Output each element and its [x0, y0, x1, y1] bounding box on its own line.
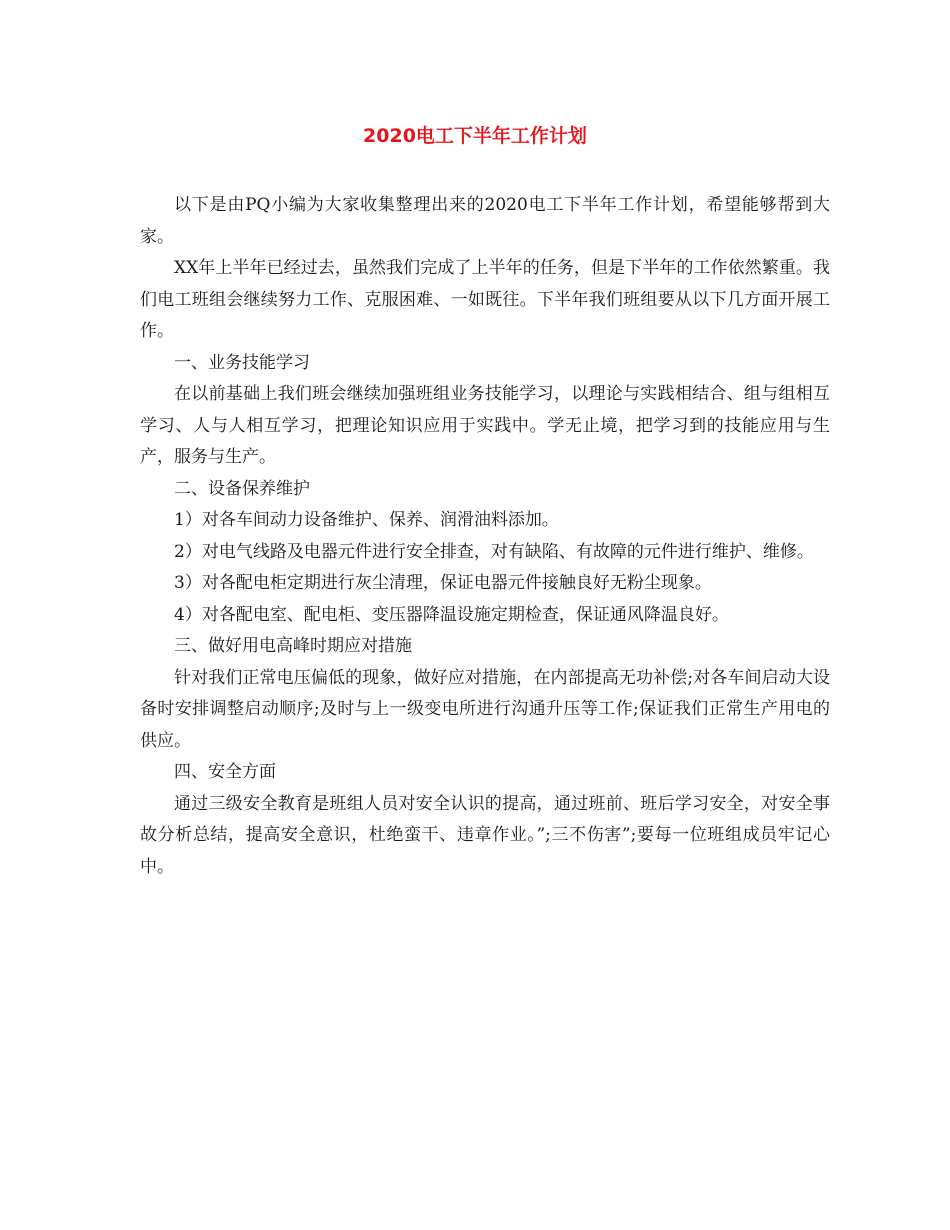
- intro-paragraph: 以下是由PQ小编为大家收集整理出来的2020电工下半年工作计划，希望能够帮到大家。: [140, 195, 830, 247]
- overview-paragraph: XX年上半年已经过去，虽然我们完成了上半年的任务，但是下半年的工作依然繁重。我们电工班组会继续努力工作、克服困难、一如既往。下半年我们班组要从以下几方面开展工作。: [140, 258, 830, 341]
- maintenance-item-3: 3）对各配电柜定期进行灰尘清理，保证电器元件接触良好无粉尘现象。: [174, 573, 712, 593]
- peak-paragraph: 针对我们正常电压偏低的现象，做好应对措施，在内部提高无功补偿;对各车间启动大设备时安排调整启动顺序;及时与上一级变电所进行沟通升压等工作;保证我们正常生产用电的供应。: [140, 667, 830, 751]
- document-body: [140, 190, 830, 883]
- maintenance-item-4: 4）对各配电室、配电柜、变压器降温设施定期检查，保证通风降温良好。: [174, 604, 729, 625]
- maintenance-item-2: 2）对电气线路及电器元件进行安全排查，对有缺陷、有故障的元件进行维护、维修。: [174, 541, 814, 562]
- maintenance-item-1: 1）对各车间动力设备维护、保养、润滑油料添加。: [174, 510, 559, 530]
- section-heading-safety: 四、安全方面: [174, 762, 276, 782]
- document-title: 2020电工下半年工作计划: [363, 125, 587, 147]
- section-heading-peak: 三、做好用电高峰时期应对措施: [174, 636, 412, 656]
- skills-paragraph: 在以前基础上我们班会继续加强班组业务技能学习，以理论与实践相结合、组与组相互学习、人与人相互学习，把理论知识应用于实践中。学无止境，把学习到的技能应用与生产，服务与生产。: [140, 384, 830, 467]
- section-heading-skills: 一、业务技能学习: [174, 352, 310, 373]
- safety-paragraph: 通过三级安全教育是班组人员对安全认识的提高，通过班前、班后学习安全，对安全事故分析总结，提高安全意识，杜绝蛮干、违章作业。”;三不伤害”;要每一位班组成员牢记心中。: [140, 793, 830, 877]
- section-heading-maintenance: 二、设备保养维护: [174, 478, 310, 499]
